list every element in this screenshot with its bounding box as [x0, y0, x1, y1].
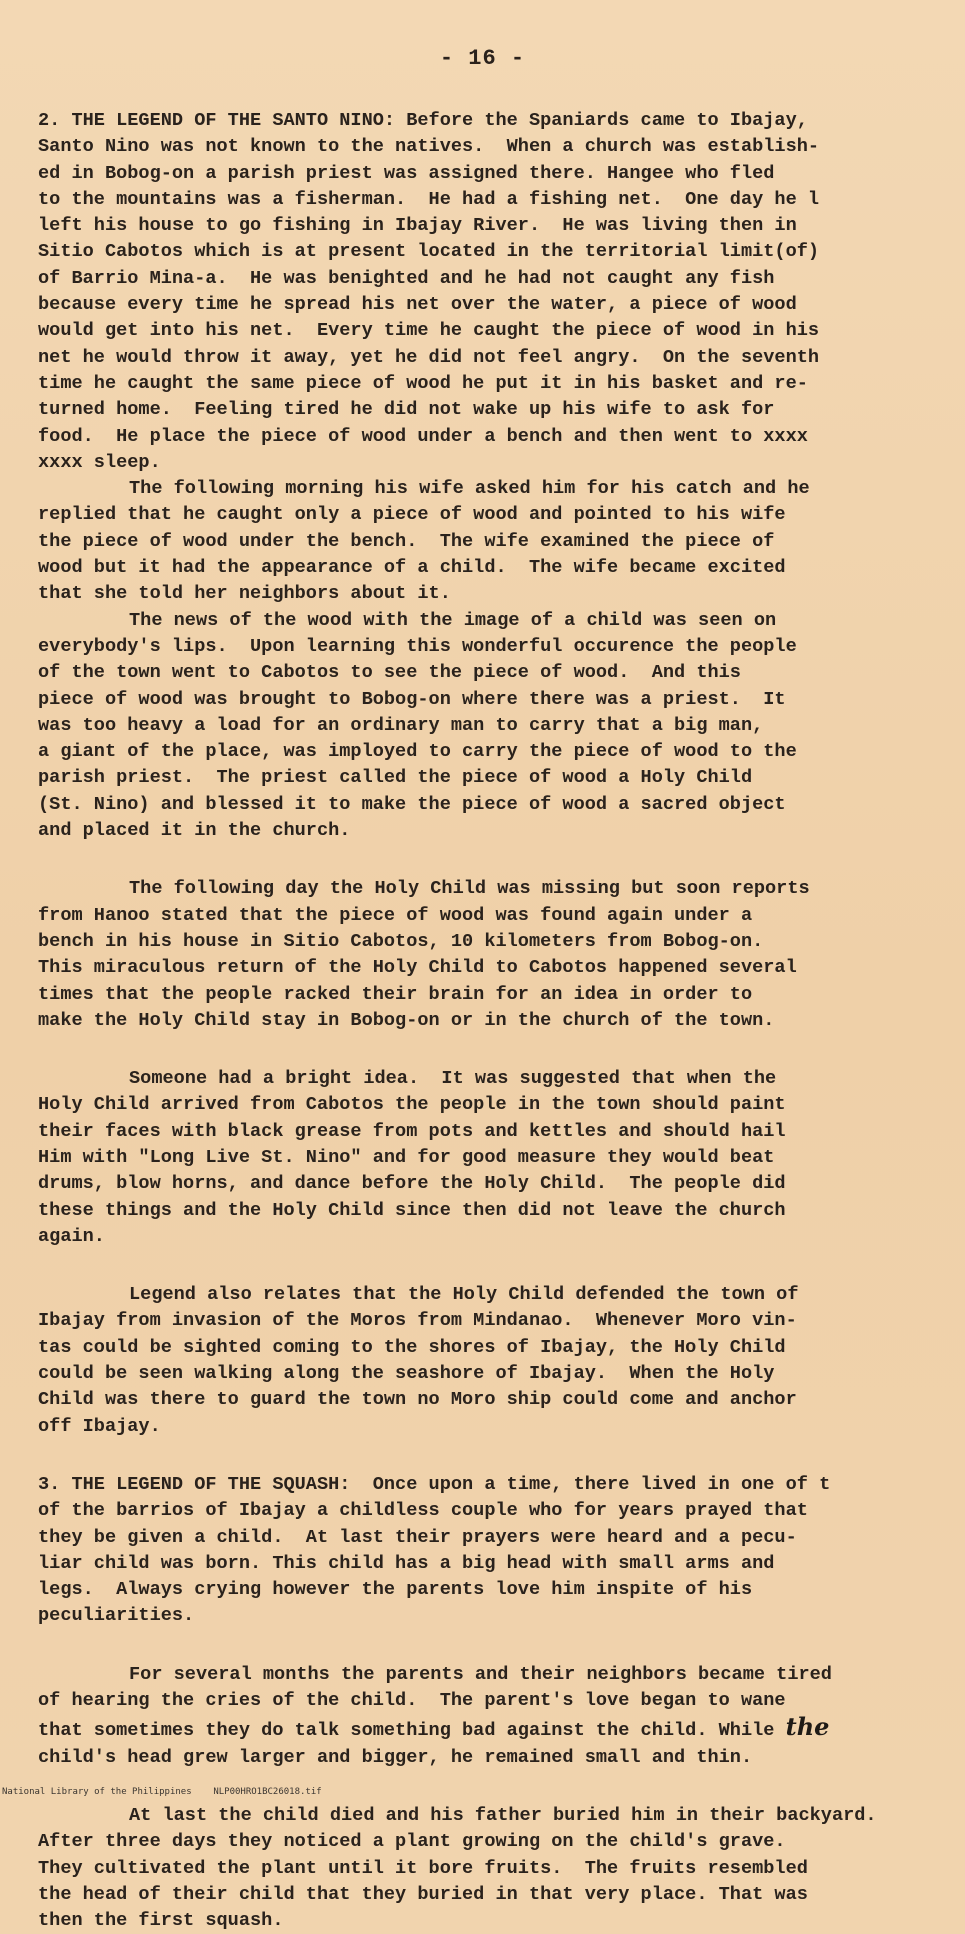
paragraph-santo-nino-intro: [38, 108, 938, 476]
text-line: The news of the wood with the image of a child was seen on: [129, 609, 777, 631]
text-line: Sitio Cabotos which is at present located in the territorial limit(of): [38, 241, 820, 263]
text-line: and placed it in the church.: [38, 820, 351, 842]
text-line: from Hanoo stated that the piece of wood was found again under a: [38, 904, 753, 926]
text-line: liar child was born. This child has a big head with small arms and: [38, 1552, 775, 1574]
text-line: replied that he caught only a piece of wood and pointed to his wife: [38, 504, 786, 526]
text-line: was too heavy a load for an ordinary man to carry that a big man,: [38, 714, 764, 736]
text-line: that she told her neighbors about it.: [38, 583, 451, 605]
text-line: a giant of the place, was imployed to carry the piece of wood to the: [38, 741, 797, 763]
text-line: of Barrio Mina-a. He was benighted and he had not caught any fish: [38, 267, 775, 289]
text-line: After three days they noticed a plant growing on the child's grave.: [38, 1831, 786, 1853]
text-line: the piece of wood under the bench. The wife examined the piece of: [38, 530, 775, 552]
text-line: 3. THE LEGEND OF THE SQUASH: Once upon a time, there lived in one of t: [38, 1473, 831, 1495]
text-line: They cultivated the plant until it bore fruits. The fruits resembled: [38, 1857, 808, 1879]
paragraph-following-morning: [38, 476, 938, 607]
text-line: off Ibajay.: [38, 1415, 161, 1437]
text-line: Him with "Long Live St. Nino" and for good measure they would beat: [38, 1146, 775, 1168]
text-line: left his house to go fishing in Ibajay River. He was living then in: [38, 215, 797, 237]
text-line: For several months the parents and their neighbors became tired: [129, 1663, 832, 1685]
text-line: Child was there to guard the town no Moro ship could come and anchor: [38, 1389, 797, 1411]
document-body: [38, 108, 938, 1934]
text-line: would get into his net. Every time he caught the piece of wood in his: [38, 320, 820, 342]
text-line: (St. Nino) and blessed it to make the piece of wood a sacred object: [38, 793, 786, 815]
text-line: drums, blow horns, and dance before the Holy Child. The people did: [38, 1173, 786, 1195]
paragraph-bright-idea: [38, 1066, 938, 1250]
text-line: make the Holy Child stay in Bobog-on or in the church of the town.: [38, 1009, 775, 1031]
scan-footer: National Library of the Philippines NLP00HRO1BC26018.tif: [2, 1787, 322, 1797]
text-line: times that the people racked their brain for an idea in order to: [38, 983, 753, 1005]
text-line: bench in his house in Sitio Cabotos, 10 kilometers from Bobog-on.: [38, 930, 764, 952]
text-line: the head of their child that they buried in that very place. That was: [38, 1883, 808, 1905]
text-line: The following morning his wife asked him for his catch and he: [129, 478, 810, 500]
text-line: 2. THE LEGEND OF THE SANTO NINO: Before the Spaniards came to Ibajay,: [38, 110, 808, 131]
text-line: wood but it had the appearance of a child. The wife became excited: [38, 557, 786, 579]
text-line: turned home. Feeling tired he did not wake up his wife to ask for: [38, 399, 775, 421]
paragraph-squash-intro: [38, 1472, 938, 1630]
text-line: Ibajay from invasion of the Moros from Mindanao. Whenever Moro vin-: [38, 1310, 797, 1332]
text-line: then the first squash.: [38, 1910, 284, 1932]
text-line: to the mountains was a fisherman. He had a fishing net. One day he l: [38, 188, 820, 210]
text-line: tas could be sighted coming to the shores of Ibajay, the Holy Child: [38, 1336, 786, 1358]
text-line: [38, 1714, 938, 1744]
text-line: xxxx sleep.: [38, 451, 161, 473]
text-line: they be given a child. At last their prayers were heard and a pecu-: [38, 1526, 797, 1548]
text-line: of the town went to Cabotos to see the piece of wood. And this: [38, 662, 741, 684]
paragraph-holy-child-missing: [38, 876, 938, 1034]
text-line: time he caught the same piece of wood he put it in his basket and re-: [38, 372, 808, 394]
text-line: could be seen walking along the seashore of Ibajay. When the Holy: [38, 1363, 775, 1385]
text-line: Santo Nino was not known to the natives. When a church was establish-: [38, 136, 820, 158]
handwritten-note: the: [785, 1712, 830, 1742]
paragraph-tired-parents: [38, 1662, 938, 1771]
text-line: food. He place the piece of wood under a bench and then went to xxxx: [38, 425, 808, 447]
page-number: - 16 -: [439, 46, 526, 71]
text-line: again.: [38, 1225, 105, 1247]
text-line: of the barrios of Ibajay a childless couple who for years prayed that: [38, 1500, 808, 1522]
text-line-content: that sometimes they do talk something bad against the child. While: [38, 1720, 775, 1742]
paragraph-news-of-wood: [38, 608, 938, 845]
text-line: because every time he spread his net over the water, a piece of wood: [38, 294, 797, 316]
text-line: Legend also relates that the Holy Child defended the town of: [129, 1284, 799, 1306]
text-line: legs. Always crying however the parents love him inspite of his: [38, 1579, 753, 1601]
text-line: Holy Child arrived from Cabotos the people in the town should paint: [38, 1094, 786, 1116]
text-line: piece of wood was brought to Bobog-on where there was a priest. It: [38, 688, 786, 710]
text-line: their faces with black grease from pots and kettles and should hail: [38, 1120, 786, 1142]
text-line: At last the child died and his father buried him in their backyard.: [129, 1804, 877, 1826]
text-line: everybody's lips. Upon learning this wonderful occurence the people: [38, 635, 797, 657]
text-line: these things and the Holy Child since then did not leave the church: [38, 1199, 786, 1221]
text-line: ed in Bobog-on a parish priest was assigned there. Hangee who fled: [38, 162, 775, 184]
paragraph-child-died: [38, 1803, 938, 1934]
text-line: This miraculous return of the Holy Child to Cabotos happened several: [38, 957, 797, 979]
text-line: child's head grew larger and bigger, he remained small and thin.: [38, 1746, 753, 1768]
text-line: parish priest. The priest called the piece of wood a Holy Child: [38, 767, 753, 789]
text-line: of hearing the cries of the child. The parent's love began to wane: [38, 1690, 786, 1712]
paragraph-moro-defense: [38, 1282, 938, 1440]
text-line: peculiarities.: [38, 1605, 195, 1627]
text-line: net he would throw it away, yet he did not feel angry. On the seventh: [38, 346, 820, 368]
text-line: Someone had a bright idea. It was suggested that when the: [129, 1068, 777, 1090]
text-line: The following day the Holy Child was missing but soon reports: [129, 878, 810, 900]
